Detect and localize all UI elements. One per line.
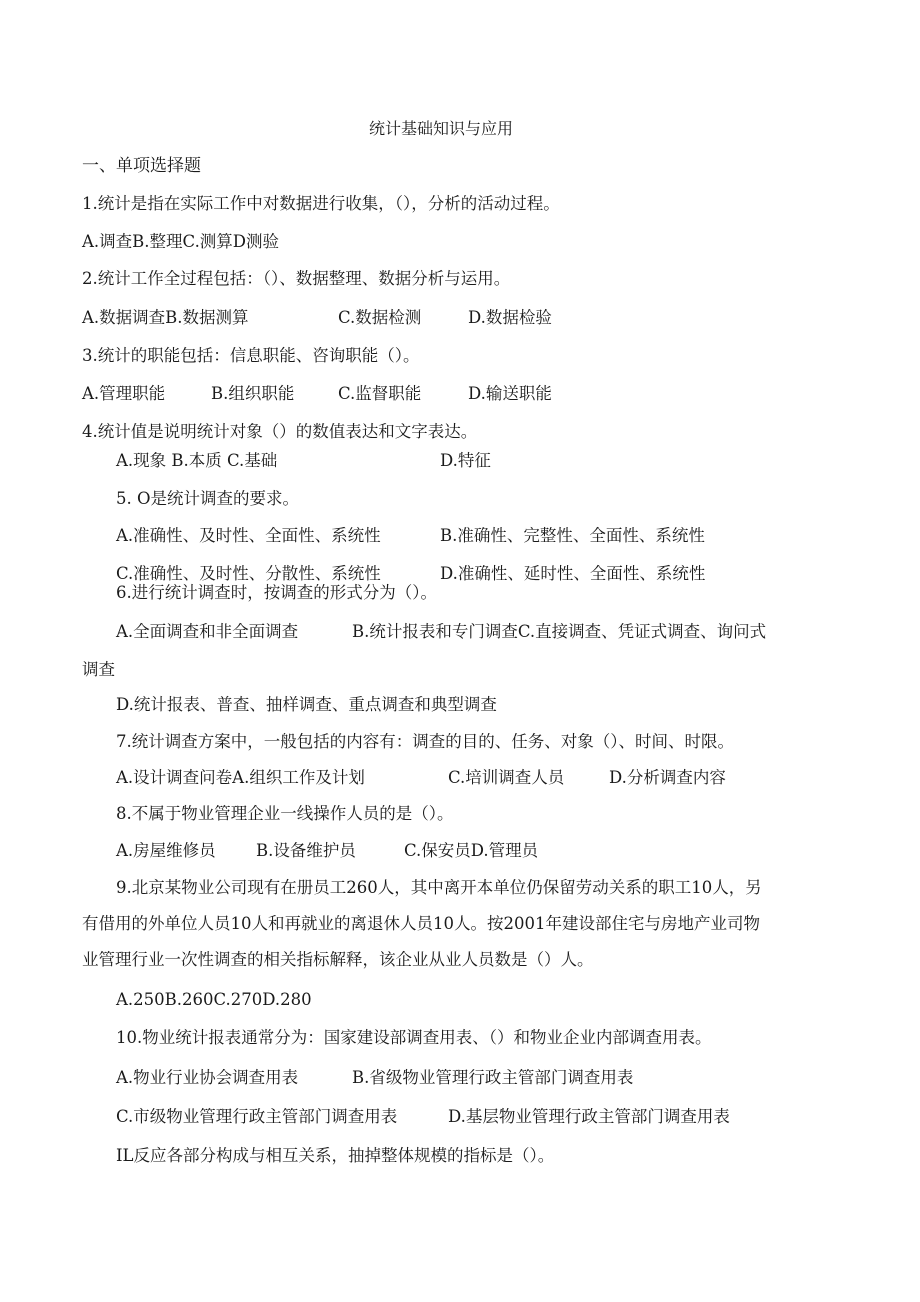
option-a: A.数据调查B.数据测算 (82, 308, 249, 327)
question-11: IL反应各部分构成与相互关系，抽掉整体规模的指标是（）。 (116, 1146, 555, 1165)
option-b: B.准确性、完整性、全面性、系统性 (440, 526, 705, 545)
question-9-line-2: 有借用的外单位人员10人和再就业的离退休人员10人。按2001年建设部住宅与房地产业司物 (82, 914, 760, 933)
question-1-options: A.调查B.整理C.测算D测验 (82, 232, 280, 251)
question-2: 2.统计工作全过程包括：（）、数据整理、数据分析与运用。 (82, 269, 511, 288)
question-4: 4.统计值是说明统计对象（）的数值表达和文字表达。 (82, 422, 478, 441)
option-d: D.数据检验 (468, 308, 552, 327)
option-c: C.培训调查人员 (448, 768, 565, 787)
option-d: D.特征 (440, 451, 491, 470)
option-b: B.设备维护员 (256, 841, 356, 860)
question-1: 1.统计是指在实际工作中对数据进行收集，（），分析的活动过程。 (82, 194, 560, 213)
option-c: C.准确性、及时性、分散性、系统性 (116, 564, 381, 583)
option-a: A.全面调查和非全面调查 (116, 622, 299, 641)
option-a: A.物业行业协会调查用表 (116, 1068, 299, 1087)
question-9-options: A.250B.260C.270D.280 (116, 990, 312, 1009)
option-b: B.组织职能 (211, 384, 295, 403)
option-a: A.准确性、及时性、全面性、系统性 (116, 526, 381, 545)
option-bc: B.统计报表和专门调查C.直接调查、凭证式调查、询问式 (352, 622, 767, 641)
document-title: 统计基础知识与应用 (369, 119, 514, 138)
question-3: 3.统计的职能包括：信息职能、咨询职能（）。 (82, 346, 420, 365)
option-cd: C.保安员D.管理员 (404, 841, 539, 860)
option-a: A.设计调查问卷A.组织工作及计划 (116, 768, 365, 787)
question-9-line-1: 9.北京某物业公司现有在册员工260人，其中离开本单位仍保留劳动关系的职工10人，另 (116, 878, 762, 897)
option-c: C.监督职能 (338, 384, 422, 403)
question-5: 5. O是统计调查的要求。 (116, 489, 300, 508)
option-d: D.输送职能 (468, 384, 552, 403)
question-10: 10.物业统计报表通常分为：国家建设部调查用表、（）和物业企业内部调查用表。 (116, 1028, 712, 1047)
option-d: D.准确性、延时性、全面性、系统性 (440, 564, 706, 583)
option-b: B.省级物业管理行政主管部门调查用表 (352, 1068, 634, 1087)
question-9-line-3: 业管理行业一次性调查的相关指标解释，该企业从业人员数是（）人。 (82, 950, 594, 969)
option-d: D.分析调查内容 (609, 768, 726, 787)
question-7: 7.统计调查方案中，一般包括的内容有：调查的目的、任务、对象（）、时间、时限。 (116, 732, 734, 751)
question-8: 8.不属于物业管理企业一线操作人员的是（）。 (116, 804, 454, 823)
option-c: C.市级物业管理行政主管部门调查用表 (116, 1107, 398, 1126)
section-heading: 一、单项选择题 (82, 156, 201, 176)
question-6-option-c-continued: 调查 (82, 660, 115, 679)
option-abc: A.现象 B.本质 C.基础 (116, 451, 278, 470)
question-6: 6.进行统计调查时，按调查的形式分为（）。 (116, 583, 437, 602)
option-a: A.管理职能 (82, 384, 166, 403)
question-6-option-d: D.统计报表、普查、抽样调查、重点调查和典型调查 (116, 695, 497, 714)
option-a: A.房屋维修员 (116, 841, 216, 860)
option-c: C.数据检测 (338, 308, 422, 327)
option-d: D.基层物业管理行政主管部门调查用表 (448, 1107, 730, 1126)
